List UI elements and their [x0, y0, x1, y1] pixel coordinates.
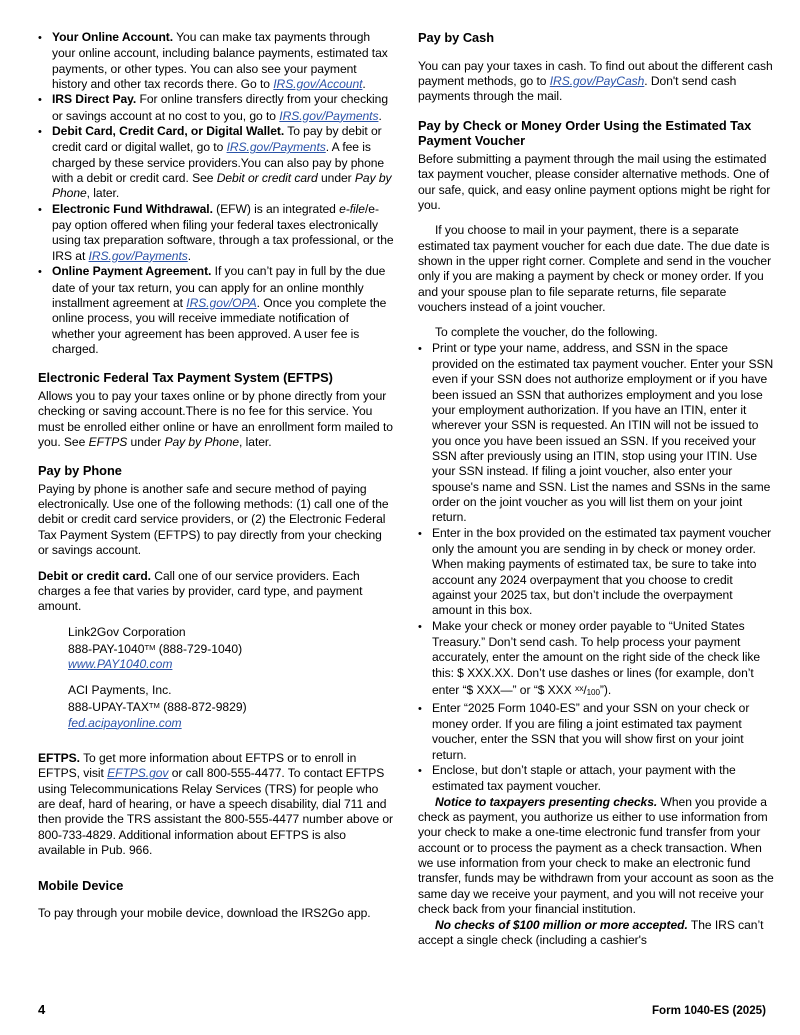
- run-in-lead: EFTPS.: [38, 750, 80, 765]
- bullet-enter-amount-in-box: • Enter in the box provided on the estimated tax payment voucher only the amount you are sending in by check or money order. When making payments of estimated tax, be sure to take into account any 2024 overpayment that you choose to credit against your 2025 tax, but don’t include the overpayment amount in this box.: [418, 526, 774, 619]
- two-column-layout: [38, 30, 774, 948]
- bullet-debit-credit-wallet: [38, 124, 394, 202]
- link-irs-gov-payments[interactable]: IRS.gov/Payments: [88, 248, 188, 263]
- provider-name: Link2Gov Corporation: [68, 624, 186, 639]
- fraction-xx-over-100: [575, 683, 600, 697]
- para-pay-by-cash: [418, 59, 774, 105]
- bullet-text: To pay by debit or credit card or digital wallet, go to: [52, 124, 382, 155]
- bullet-print-name-address-ssn: • Print or type your name, address, and SSN in the space provided on the estimated tax payment voucher. Enter your SSN even if your SSN does not authorize employment or if you have been issued an SSN that authorizes employment and you lose your employment authorization. If you have an ITIN, enter it wherever your SSN is requested. An ITIN will not be issued to you once you have been issued an SSN. If you received your SSN after previously using an ITIN, stop using your ITIN. Use your SSN instead. If filing a joint voucher, also enter your spouse's name and SSN. List the names and SSNs in the same order on the joint voucher as you will list them on your joint return.: [418, 341, 774, 526]
- provider-aci-payments: [68, 683, 394, 731]
- link-irs-gov-payments[interactable]: IRS.gov/Payments: [226, 140, 326, 155]
- provider-name: ACI Payments, Inc.: [68, 682, 172, 697]
- heading-pay-by-phone: Pay by Phone: [38, 463, 122, 479]
- provider-phone: [68, 698, 394, 716]
- bullet-text-4: , later.: [86, 186, 120, 201]
- bullet-lead: IRS Direct Pay.: [52, 92, 137, 107]
- run-in-lead: Notice to taxpayers presenting checks.: [435, 794, 658, 809]
- phone-numeric: (888-729-1040): [155, 642, 243, 657]
- bullet-lead: Debit Card, Credit Card, or Digital Wallet.: [52, 124, 285, 139]
- provider-phone: [68, 640, 394, 658]
- link-irs-gov-paycash[interactable]: IRS.gov/PayCash: [549, 73, 645, 88]
- bullet-lead: Electronic Fund Withdrawal.: [52, 201, 213, 216]
- bullet-text-tail: ”).: [599, 683, 612, 698]
- bullet-enter-form-and-ssn: • Enter “2025 Form 1040-ES” and your SSN on your check or money order. If you are filing a joint estimated tax payment voucher, enter the SSN that you will show first on your joint return.: [418, 701, 774, 763]
- para-text: The IRS can’t accept a single check (including a cashier's: [418, 917, 764, 947]
- page-number: 4: [38, 1002, 46, 1017]
- para-text-2: or call 800-555-4477. To contact EFTPS using Telecommunications Relay Services (TRS) for people who are deaf, hard of hearing, or have a speech disability, dial 711 and then provide the TRS assistant the 800-555-4477 number above or 800-733-4829. Additional information about EFTPS is also available in Pub. 966.: [38, 766, 393, 858]
- link-pay1040[interactable]: www.PAY1040.com: [68, 657, 173, 672]
- para-text: You can pay your taxes in cash. To find out about the different cash payment methods, go to: [418, 58, 773, 88]
- bullet-lead: Your Online Account.: [52, 30, 174, 44]
- bullet-make-check-payable: [418, 619, 774, 701]
- bullet-online-payment-agreement: [38, 264, 394, 357]
- para-no-checks-100-million: [418, 918, 774, 949]
- ref-pay-by-phone: Pay by Phone: [164, 434, 240, 449]
- ref-e-file: e-file: [339, 201, 365, 216]
- bullet-text-tail: .: [378, 108, 382, 123]
- ref-debit-or-credit-card: Debit or credit card: [216, 171, 318, 186]
- para-voucher-2: If you choose to mail in your payment, there is a separate estimated tax payment voucher for each due date. The due date is shown in the upper right corner. Complete and send in the voucher only if you are making a payment by check or money order. If you and your spouse plan to file separate returns, file separate vouchers instead of a joint voucher.: [418, 223, 772, 314]
- bullet-text-tail: . Once you complete the online process, you will receive immediate notification of whether your agreement has been approved. A user fee is charged.: [52, 295, 387, 356]
- bullet-text-tail: .: [362, 77, 366, 92]
- trademark-symbol: TM: [148, 701, 160, 711]
- heading-mobile-device: Mobile Device: [38, 878, 124, 894]
- page-footer: [38, 1002, 766, 1017]
- para-text-2: under: [127, 434, 165, 449]
- bullet-text: For online transfers directly from your checking or savings account at no cost to you, go to: [52, 92, 389, 123]
- fraction-denominator: 100: [586, 688, 600, 698]
- phone-word: 888-UPAY-TAX: [68, 700, 149, 715]
- bullet-text-3: .: [187, 248, 192, 263]
- right-column: [418, 30, 774, 948]
- para-text-3: , later.: [239, 434, 272, 449]
- run-in-lead: Debit or credit card.: [38, 568, 151, 583]
- provider-link2gov: [68, 625, 394, 673]
- para-text: When you provide a check as payment, you authorize us either to use information from your check to make a one-time electronic fund transfer from your account or to process the payment as a check transaction. When we use information from your check to make an electronic fund transfer, funds may be withdrawn from your account as soon as the same day we receive your payment, and you will not receive your check back from your financial institution.: [418, 794, 774, 917]
- bullet-text-2: . A fee is charged by these service providers.You can also pay by phone with a debit or credit card. See: [52, 140, 385, 186]
- heading-eftps: Electronic Federal Tax Payment System (EFTPS): [38, 370, 333, 386]
- para-text: Call one of our service providers. Each charges a fee that varies by provider, card type, and payment amount.: [38, 568, 363, 614]
- heading-pay-by-check-voucher: Pay by Check or Money Order Using the Estimated Tax Payment Voucher: [418, 117, 752, 149]
- para-pay-by-phone: Paying by phone is another safe and secure method of paying electronically. Use one of the following methods: (1) call one of the debit or credit card service providers, or (2) the Electronic Federal Tax Payment System (EFTPS) to pay directly from your checking or savings account.: [38, 481, 389, 558]
- para-mobile-device: To pay through your mobile device, download the IRS2Go app.: [38, 905, 371, 920]
- bullet-text: Make your check or money order payable to “United States Treasury.” Don’t send cash. To help process your payment accurately, enter the amount on the right side of the check like this: $ XXX.XX. Don’t use dashes or lines (for example, don’t enter “$ XXX—” or “$ XXX: [432, 618, 760, 698]
- para-eftps-info: [38, 751, 394, 858]
- para-text: To get more information about EFTPS or to enroll in EFTPS, visit: [38, 750, 357, 781]
- bullet-enclose-payment: • Enclose, but don’t staple or attach, your payment with the estimated tax payment voucher.: [418, 763, 774, 795]
- ref-pay-by-phone: Pay by Phone: [52, 171, 392, 201]
- bullet-electronic-fund-withdrawal: [38, 202, 394, 264]
- link-irs-gov-opa[interactable]: IRS.gov/OPA: [186, 295, 257, 310]
- heading-pay-by-cash: Pay by Cash: [418, 30, 495, 45]
- link-irs-gov-account[interactable]: IRS.gov/Account: [273, 77, 363, 92]
- left-column: [38, 30, 394, 921]
- para-voucher-1: Before submitting a payment through the mail using the estimated tax payment voucher, please consider alternative methods. One of our safe, quick, and easy online payment options might be right for you.: [418, 151, 771, 212]
- para-eftps: [38, 389, 394, 450]
- bullet-irs-direct-pay: [38, 92, 394, 124]
- bullet-text: (EFW) is an integrated: [212, 201, 340, 216]
- trademark-symbol: TM: [144, 642, 156, 652]
- link-irs-gov-payments[interactable]: IRS.gov/Payments: [279, 108, 379, 123]
- form-identifier: Form 1040-ES (2025): [651, 1004, 766, 1017]
- phone-numeric: (888-872-9829): [159, 700, 247, 715]
- fraction-slash: /: [583, 683, 587, 698]
- ref-eftps: EFTPS: [88, 434, 128, 449]
- fraction-numerator: xx: [575, 683, 584, 694]
- bullet-text-3: under: [317, 171, 355, 186]
- run-in-lead: No checks of $100 million or more accepted.: [435, 917, 688, 932]
- bullet-text: If you can’t pay in full by the due date of your tax return, you can apply for an online monthly installment agreement at: [52, 264, 386, 310]
- para-voucher-3: To complete the voucher, do the following.: [435, 325, 658, 340]
- para-debit-or-credit-card: [38, 569, 394, 615]
- para-notice-presenting-checks: [418, 795, 774, 918]
- bullet-text: You can make tax payments through your online account, including balance payments, estimated tax payments, or other types. You can also see your payment history and other tax records there. Go to: [52, 30, 388, 92]
- bullet-text-2: /e-pay option offered when filing your federal taxes electronically using tax preparation software, through a tax professional, or the IRS at: [52, 201, 394, 263]
- phone-word: 888-PAY-1040: [68, 642, 145, 657]
- link-eftps-gov[interactable]: EFTPS.gov: [107, 766, 169, 781]
- link-acipayonline[interactable]: fed.acipayonline.com: [68, 715, 182, 730]
- para-text-2: . Don't send cash payments through the mail.: [418, 73, 737, 104]
- para-text: Allows you to pay your taxes online or by phone directly from your checking or saving account.There is no fee for this service. You must be enrolled either online or have an enrollment form mailed to you. See: [38, 388, 393, 449]
- bullet-online-account: [38, 30, 394, 92]
- bullet-lead: Online Payment Agreement.: [52, 264, 212, 279]
